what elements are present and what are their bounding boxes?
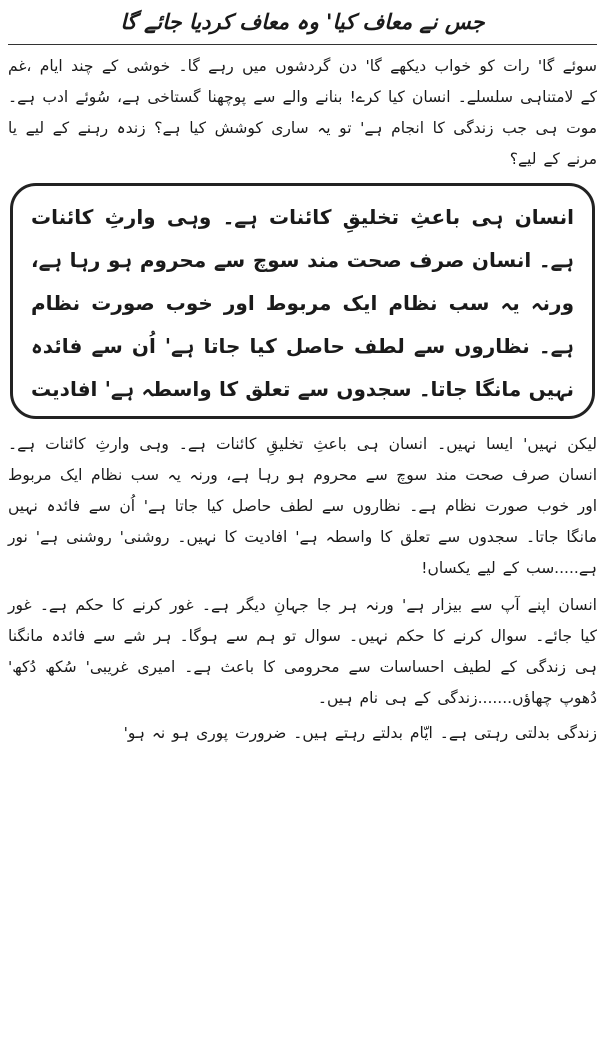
paragraph-1: سوئے گا' رات کو خواب دیکھے گا' دن گردشوں میں رہے گا۔ خوشی کے چند ایام ،غم کے لامتناہی سلسلے۔ انسان کیا کرے! بنانے والے سے پوچھنا گستاخی ہے، سُوئے ادب ہے۔ موت ہی جب زندگی کا انجام ہے' تو یہ ساری کوشش کیا ہے؟ زندہ رہنے کے لیے یا مرنے کے لیے؟ — [8, 57, 597, 168]
paragraph-4: زندگی بدلتی رہتی ہے۔ ایّام بدلتے رہتے ہیں۔ ضرورت پوری ہو نہ ہو' — [123, 724, 597, 742]
paragraph-2: لیکن نہیں' ایسا نہیں۔ انسان ہی باعثِ تخلیقِ کائنات ہے۔ وہی وارثِ کائنات ہے۔ انسان صرف صحت مند سوچ سے محروم ہو رہا ہے، ورنہ یہ سب نظام ایک مربوط اور خوب صورت نظام ہے۔ نظاروں سے لطف حاصل کیا جاتا ہے' اُن سے فائدہ نہیں مانگا جاتا۔ سجدوں سے تعلق کا واسطہ ہے' افادیت کا نہیں۔ روشنی' روشنی ہے' نور ہے.....سب کے لیے یکساں! — [8, 435, 597, 577]
paragraph-3: انسان اپنے آپ سے بیزار ہے' ورنہ ہر جا جہانِ دیگر ہے۔ غور کرنے کا حکم ہے۔ غور کیا جائے۔ سوال کرنے کا حکم نہیں۔ سوال تو ہم سے ہوگا۔ ہر شے سے فائدہ مانگنا ہی زندگی کے لطیف احساسات سے محرومی کا باعث ہے۔ امیری غریبی' سُکھ دُکھ' دُھوپ چھاؤں.......زندگی کے ہی نام ہیں۔ — [8, 596, 597, 707]
pull-quote-box: انسان ہی باعثِ تخلیقِ کائنات ہے۔ وہی وارثِ کائنات ہے۔ انسان صرف صحت مند سوچ سے محروم ہو رہا ہے، ورنہ یہ سب نظام ایک مربوط اور خوب صورت نظام ہے۔ نظاروں سے لطف حاصل کیا جاتا ہے' اُن سے فائدہ نہیں مانگا جاتا۔ سجدوں سے تعلق کا واسطہ ہے' افادیت — [10, 183, 595, 419]
title-divider — [8, 44, 597, 45]
article-title: جس نے معاف کیا' وہ معاف کردیا جائے گا — [120, 10, 485, 34]
